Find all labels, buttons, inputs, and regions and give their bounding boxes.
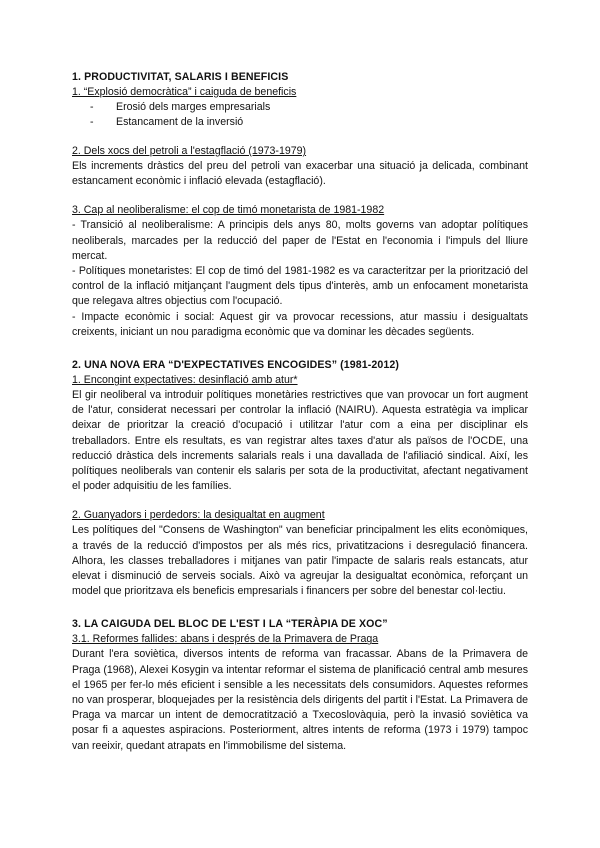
section-3-1-subheading: 3.1. Reformes fallides: abans i després de la Primavera de Praga: [72, 633, 379, 646]
section-2-1-subheading: 1. Encongint expectatives: desinflació amb atur*: [72, 374, 298, 387]
section-1-1-subheading: 1. “Explosió democràtica” i caiguda de beneficis: [72, 86, 297, 98]
section-1-3-paragraph-1: - Transició al neoliberalisme: A principis dels anys 80, molts governs van adoptar polítiques neoliberals, marcades per la reducció del paper de l'Estat en l'economia i l'impuls del lliure mercat.: [72, 219, 528, 262]
section-2-2-paragraph: Les polítiques del "Consens de Washington" van beneficiar principalment les elits econòmiques, a través de la reducció d'impostos per als més rics, privatitzacions i desregulació financera. Alhora, les classes treballadores i mitjanes van patir l'impacte de salaris reals estancats, atur elevat i disminució de serveis socials. Això va agreujar la desigualtat econòmica, reforçant un model que prioritzava els beneficis empresarials i financers per sobre del benestar col·lectiu.: [72, 524, 528, 598]
section-1-2-subheading: 2. Dels xocs del petroli a l'estagflació (1973-1979): [72, 145, 307, 157]
section-1-2-paragraph: Els increments dràstics del preu del petroli van exacerbar una situació ja delicada, combinant estancament econòmic i inflació elevada (estagflació).: [72, 160, 528, 188]
list-item: - Erosió dels marges empresarials: [90, 101, 271, 113]
section-1-3-paragraph-2: - Polítiques monetaristes: El cop de timó del 1981-1982 es va caracteritzar per la priorització del control de la inflació mitjançant l'augment dels tipus d'interès, amb un enfocament monetarista que relegava altres objectius com l'ocupació.: [72, 265, 528, 308]
section-2-heading: 2. UNA NOVA ERA “D'EXPECTATIVES ENCOGIDES” (1981-2012): [72, 359, 399, 372]
list-item: - Estancament de la inversió: [90, 116, 244, 128]
section-2-2-subheading: 2. Guanyadors i perdedors: la desigualtat en augment: [72, 509, 325, 522]
section-2-1-paragraph: El gir neoliberal va introduir polítiques monetàries restrictives que van provocar un fort augment de l'atur, considerat necessari per controlar la inflació (NAIRU). Aquesta estratègia va implicar deixar de prioritzar la creació d'ocupació i utilitzar l'atur com a eina per disciplinar els treballadors. Entre els resultats, es van registrar altes taxes d'atur als països de l'OCDE, una reducció dràstica dels increments salarials reals i una davallada de l'afiliació sindical. Així, les polítiques neoliberals van contenir els salaris per sota de la productivitat, afectant negativament el poder adquisitiu de les famílies.: [72, 389, 528, 493]
section-1-1-list: [72, 100, 528, 130]
section-1-3-paragraph-3: - Impacte econòmic i social: Aquest gir va provocar recessions, atur massiu i desigualtats creixents, iniciant un nou paradigma econòmic que va dominar les dècades següents.: [72, 310, 528, 338]
section-3-heading: 3. LA CAIGUDA DEL BLOC DE L'EST I LA “TERÀPIA DE XOC”: [72, 618, 388, 631]
section-3-1-paragraph: Durant l'era soviètica, diversos intents de reforma van fracassar. Abans de la Primavera de Praga (1968), Alexei Kosygin va intentar reformar el sistema de planificació central amb mesures el 1965 per fer-lo més eficient i sensible a les necessitats dels consumidors. Aquestes reformes no van prosperar, bloquejades per la resistència dels dirigents del partit i l'Estat. La Primavera de Praga va marcar un intent de democratització a Txecoslovàquia, però la invasió soviètica va posar fi a aquestes aspiracions. Posteriorment, altres intents de reforma (1973 i 1979) tampoc van reeixir, quedant atrapats en l'immobilisme del sistema.: [72, 648, 528, 752]
section-1-heading: 1. PRODUCTIVITAT, SALARIS I BENEFICIS: [72, 71, 289, 83]
document-page: [72, 70, 528, 754]
section-1-3-subheading: 3. Cap al neoliberalisme: el cop de timó monetarista de 1981-1982: [72, 204, 385, 217]
